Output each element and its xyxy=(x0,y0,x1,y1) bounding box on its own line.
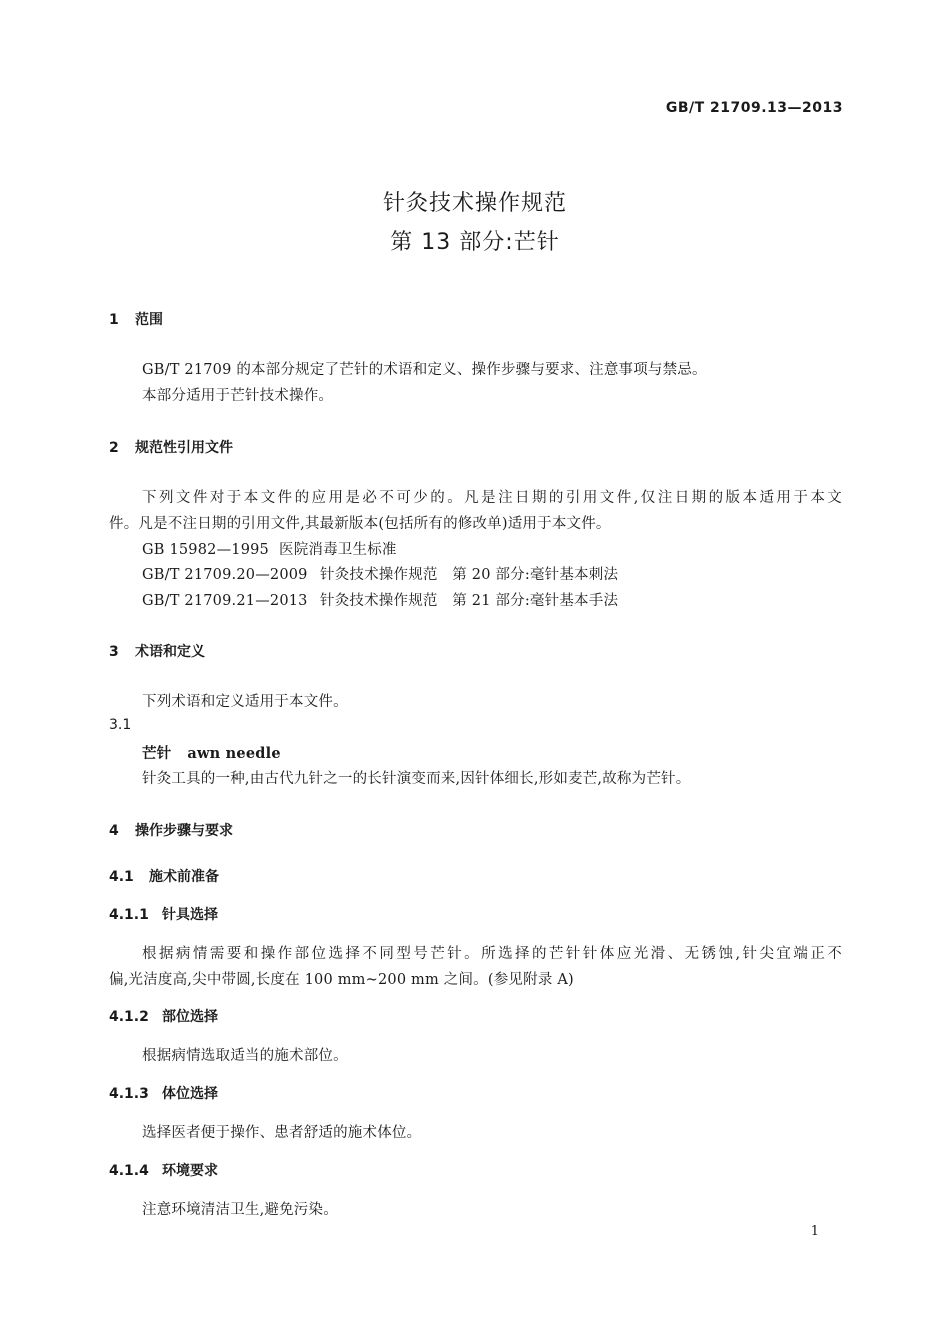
normative-refs-paragraph-line-2: 件。凡是不注日期的引用文件,其最新版本(包括所有的修改单)适用于本文件。 xyxy=(109,516,611,532)
section-title: 体位选择 xyxy=(162,1086,218,1102)
section-number: 3 xyxy=(109,644,119,660)
scope-paragraph-1: GB/T 21709 的本部分规定了芒针的术语和定义、操作步骤与要求、注意事项与禁忌。 xyxy=(142,362,707,378)
section-title: 针具选择 xyxy=(162,907,218,923)
section-number: 4.1.4 xyxy=(109,1163,149,1179)
document-subtitle: 第 13 部分:芒针 xyxy=(390,230,560,255)
page-number: 1 xyxy=(810,1224,819,1239)
section-title: 部位选择 xyxy=(162,1009,218,1025)
standard-code: GB/T 21709.13—2013 xyxy=(665,100,843,116)
reference-item xyxy=(142,538,397,559)
section-number: 4.1 xyxy=(109,869,134,885)
scope-paragraph-2: 本部分适用于芒针技术操作。 xyxy=(142,388,334,404)
needle-selection-line-2: 偏,光洁度高,尖中带圆,长度在 100 mm~200 mm 之间。(参见附录 A) xyxy=(109,972,574,988)
reference-item xyxy=(142,563,618,584)
needle-selection-line-1: 根据病情需要和操作部位选择不同型号芒针。所选择的芒针针体应光滑、无锈蚀,针尖宜端正不 xyxy=(142,946,842,962)
terms-intro-paragraph: 下列术语和定义适用于本文件。 xyxy=(142,694,348,710)
section-number: 2 xyxy=(109,440,119,456)
section-4-1-2-heading xyxy=(109,1006,218,1026)
section-4-1-heading xyxy=(109,866,219,886)
term-definition: 针灸工具的一种,由古代九针之一的长针演变而来,因针体细长,形如麦芒,故称为芒针。 xyxy=(142,771,691,787)
section-4-1-1-heading xyxy=(109,904,218,924)
section-number: 1 xyxy=(109,312,119,328)
reference-title: 医院消毒卫生标准 xyxy=(279,542,397,558)
section-1-heading xyxy=(109,309,163,329)
environment-requirements-paragraph: 注意环境清洁卫生,避免污染。 xyxy=(142,1202,338,1218)
section-4-1-3-heading xyxy=(109,1083,218,1103)
section-number: 4 xyxy=(109,823,119,839)
section-2-heading xyxy=(109,437,233,457)
section-title: 术语和定义 xyxy=(135,644,205,660)
section-number: 4.1.3 xyxy=(109,1086,149,1102)
normative-refs-paragraph-line-1: 下列文件对于本文件的应用是必不可少的。凡是注日期的引用文件,仅注日期的版本适用于本文 xyxy=(142,490,842,506)
term-chinese: 芒针 xyxy=(142,745,172,762)
section-number: 4.1.2 xyxy=(109,1009,149,1025)
document-title: 针灸技术操作规范 xyxy=(382,191,567,216)
term-entry xyxy=(142,742,281,763)
section-title: 规范性引用文件 xyxy=(135,440,233,456)
position-selection-paragraph: 选择医者便于操作、患者舒适的施术体位。 xyxy=(142,1125,422,1141)
section-3-heading xyxy=(109,641,205,661)
section-title: 范围 xyxy=(135,312,163,328)
section-number: 4.1.1 xyxy=(109,907,149,923)
section-title: 操作步骤与要求 xyxy=(135,823,233,839)
reference-code: GB 15982—1995 xyxy=(142,542,269,558)
reference-title: 针灸技术操作规范 第 20 部分:毫针基本刺法 xyxy=(320,567,619,583)
term-number: 3.1 xyxy=(109,717,132,733)
section-title: 环境要求 xyxy=(162,1163,218,1179)
term-english: awn needle xyxy=(187,745,281,762)
section-title: 施术前准备 xyxy=(149,869,219,885)
section-4-1-4-heading xyxy=(109,1160,218,1180)
reference-title: 针灸技术操作规范 第 21 部分:毫针基本手法 xyxy=(320,593,619,609)
reference-code: GB/T 21709.20—2009 xyxy=(142,567,308,583)
reference-item xyxy=(142,589,618,610)
section-4-heading xyxy=(109,820,233,840)
reference-code: GB/T 21709.21—2013 xyxy=(142,593,308,609)
site-selection-paragraph: 根据病情选取适当的施术部位。 xyxy=(142,1048,348,1064)
